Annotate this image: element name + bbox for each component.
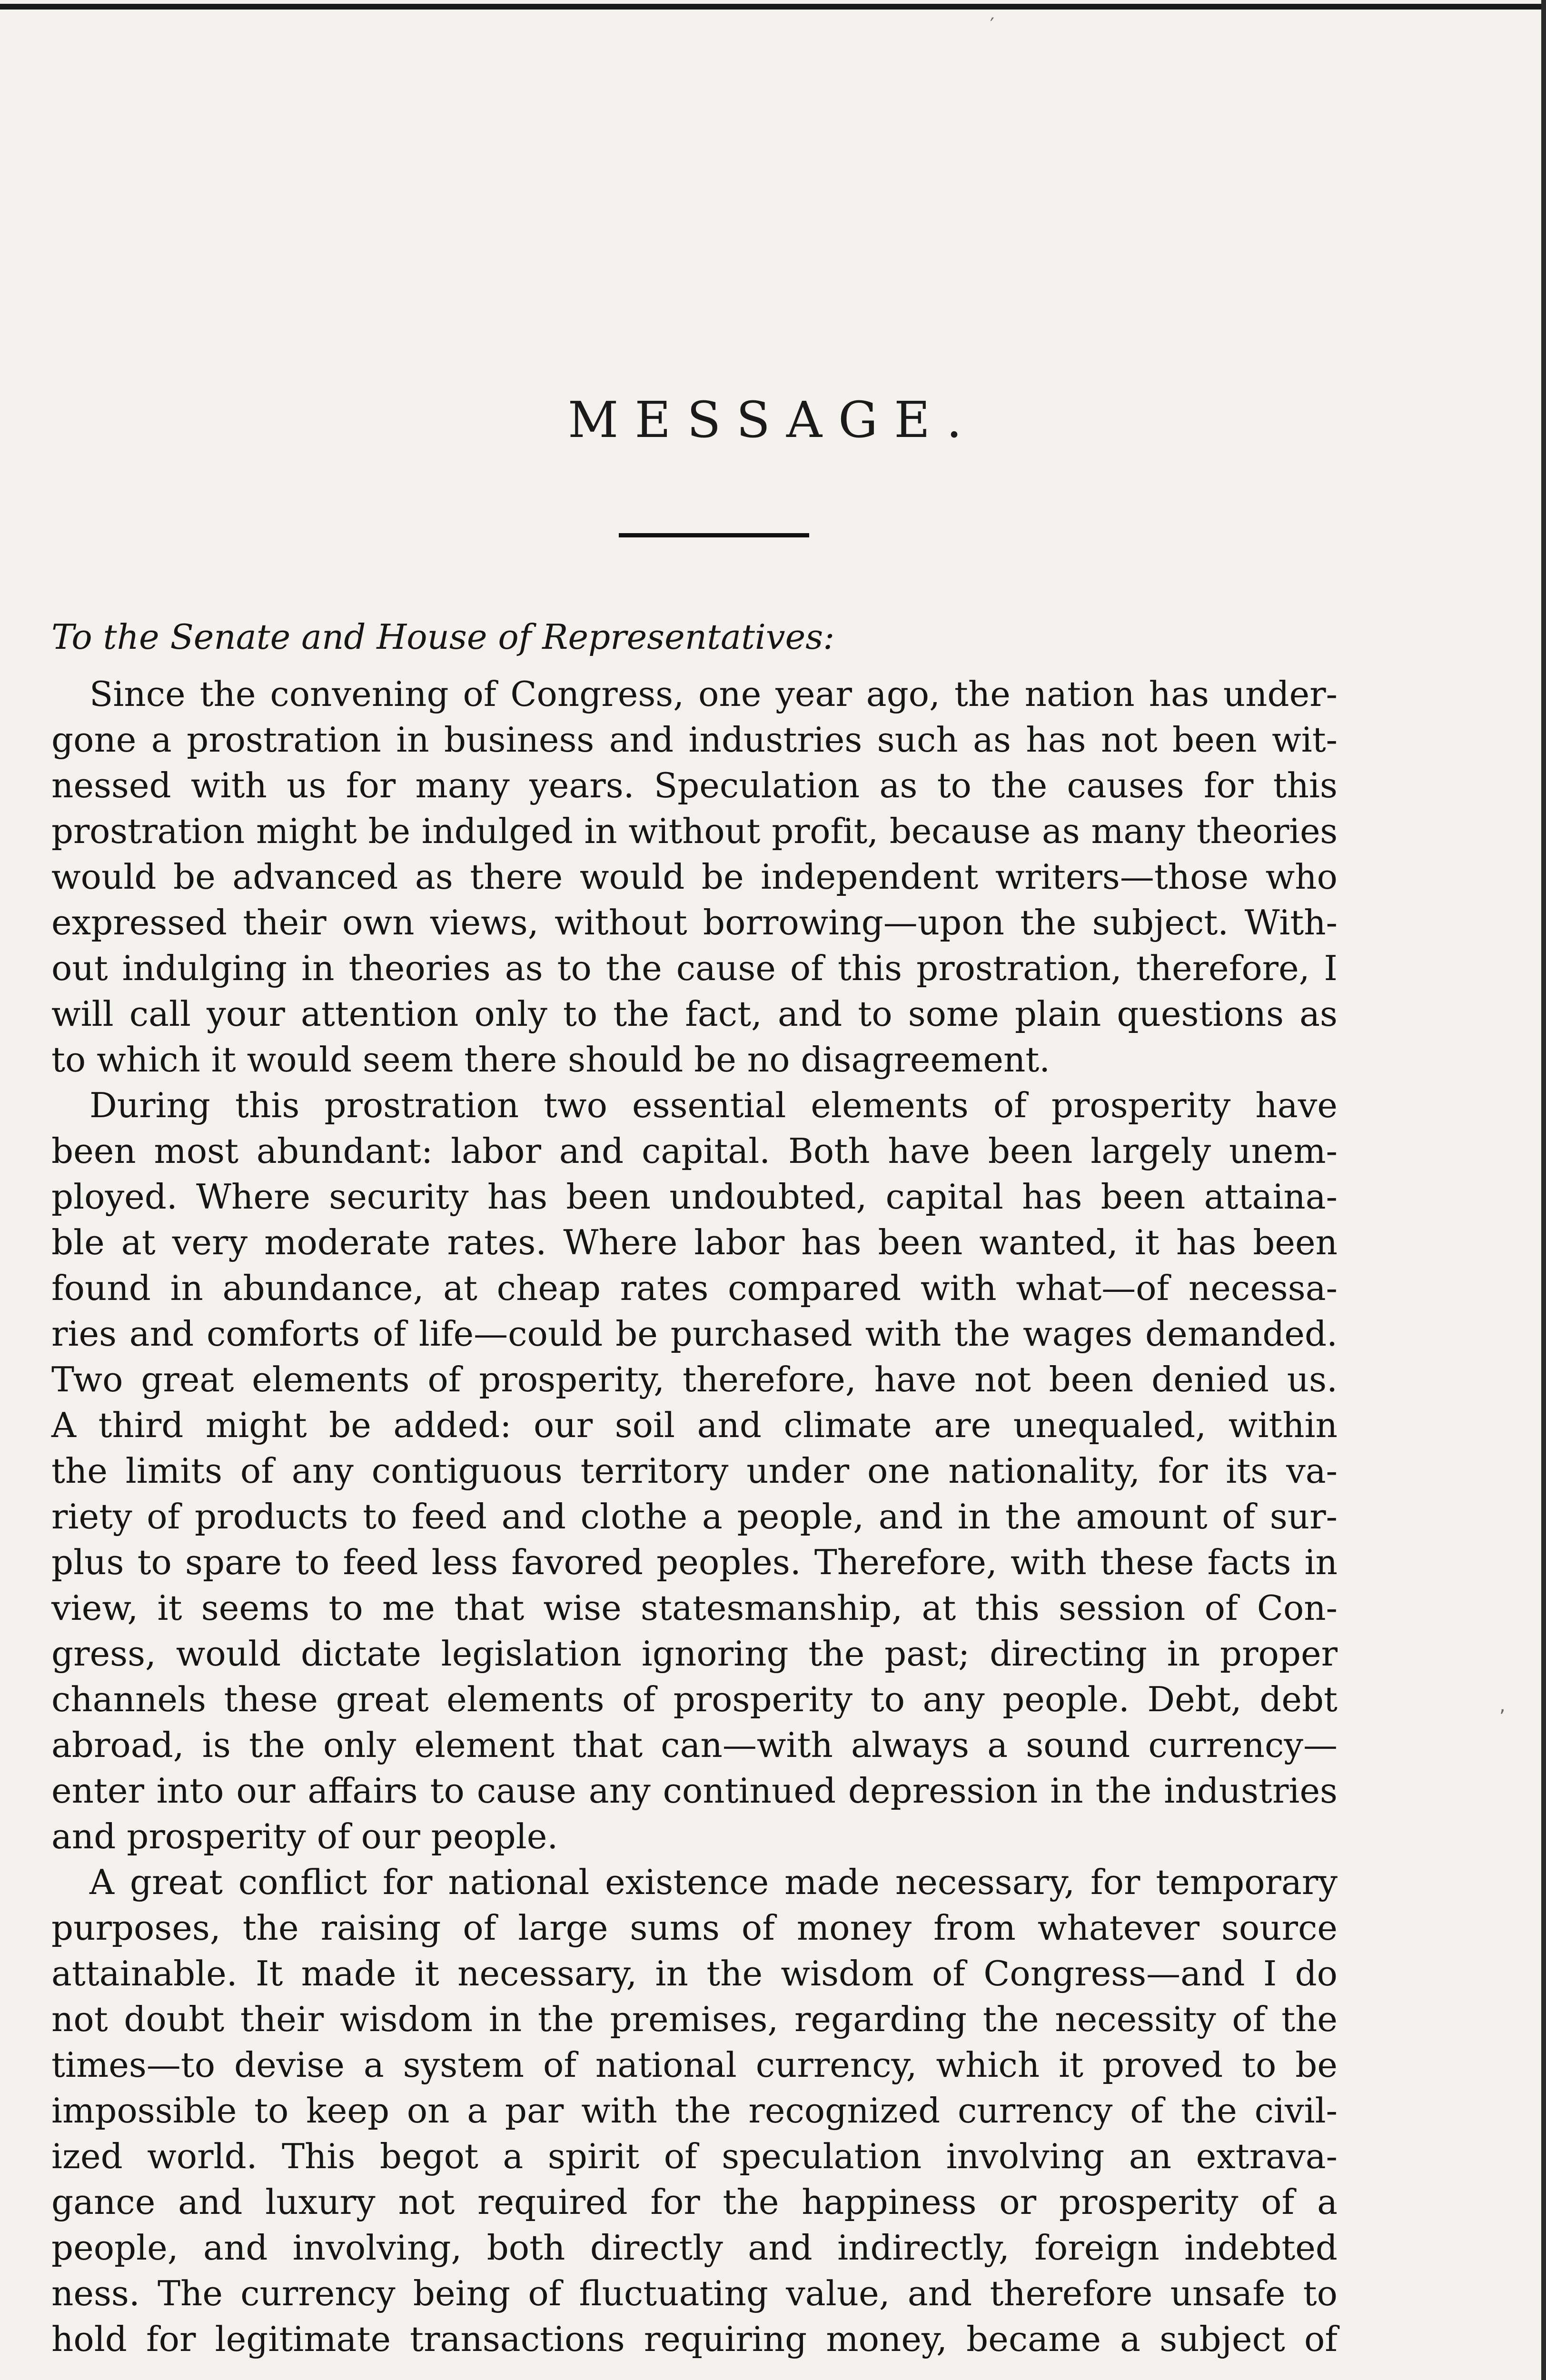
text-line: and prosperity of our people.	[51, 1816, 558, 1856]
text-line: not doubt their wisdom in the premises, regarding the necessity of the	[51, 1999, 1338, 2039]
text-line: hold for legitimate transactions requiring money, became a subject of	[51, 2319, 1338, 2359]
text-line: riety of products to feed and clothe a people, and in the amount of sur-	[51, 1497, 1338, 1537]
right-border-rule	[1541, 0, 1546, 2380]
text-line: view, it seems to me that wise statesmanship, at this session of Con-	[51, 1588, 1338, 1628]
text-line: Two great elements of prosperity, therefore, have not been denied us.	[51, 1359, 1338, 1399]
text-line: abroad, is the only element that can—with always a sound currency—	[51, 1725, 1338, 1765]
text-line: During this prostration two essential elements of prosperity have	[89, 1085, 1338, 1125]
text-line: A great conflict for national existence made necessary, for temporary	[89, 1862, 1338, 1902]
scan-speck: ′	[990, 14, 995, 36]
text-line: gress, would dictate legislation ignoring the past; directing in proper	[51, 1634, 1338, 1674]
text-line: expressed their own views, without borrowing—upon the subject. With-	[51, 902, 1338, 942]
text-line: attainable. It made it necessary, in the wisdom of Congress—and I do	[51, 1954, 1338, 1993]
text-line: ries and comforts of life—could be purchased with the wages demanded.	[51, 1314, 1338, 1354]
message-body	[51, 671, 1338, 2362]
text-line: gance and luxury not required for the happiness or prosperity of a	[51, 2182, 1338, 2222]
title-divider	[619, 533, 809, 537]
text-line: prostration might be indulged in without profit, because as many theories	[51, 811, 1338, 851]
text-line: would be advanced as there would be independent writers—those who	[51, 857, 1338, 897]
text-line: impossible to keep on a par with the recognized currency of the civil-	[51, 2091, 1338, 2131]
page-title: MESSAGE.	[567, 391, 979, 449]
text-line: plus to spare to feed less favored peoples. Therefore, with these facts in	[51, 1542, 1338, 1582]
text-line: A third might be added: our soil and climate are unequaled, within	[51, 1405, 1338, 1445]
salutation: To the Senate and House of Representatives:	[51, 617, 835, 657]
text-line: purposes, the raising of large sums of money from whatever source	[51, 1908, 1338, 1948]
scan-speck: ,	[1499, 1695, 1506, 1716]
top-border-rule	[0, 4, 1546, 10]
text-line: gone a prostration in business and industries such as has not been wit-	[51, 720, 1338, 760]
text-line: ble at very moderate rates. Where labor has been wanted, it has been	[51, 1222, 1338, 1262]
text-line: been most abundant: labor and capital. Both have been largely unem-	[51, 1131, 1338, 1171]
text-line: ness. The currency being of fluctuating value, and therefore unsafe to	[51, 2273, 1338, 2313]
text-line: out indulging in theories as to the cause of this prostration, therefore, I	[51, 948, 1338, 988]
text-line: found in abundance, at cheap rates compared with what—of necessa-	[51, 1268, 1338, 1308]
text-line: nessed with us for many years. Speculation as to the causes for this	[51, 765, 1338, 805]
text-line: will call your attention only to the fact, and to some plain questions as	[51, 994, 1338, 1034]
text-line: ployed. Where security has been undoubted, capital has been attaina-	[51, 1177, 1338, 1217]
text-line: channels these great elements of prosperity to any people. Debt, debt	[51, 1679, 1338, 1719]
text-line: the limits of any contiguous territory under one nationality, for its va-	[51, 1451, 1338, 1491]
text-line: enter into our affairs to cause any continued depression in the industries	[51, 1771, 1338, 1811]
text-line: people, and involving, both directly and indirectly, foreign indebted	[51, 2228, 1338, 2268]
text-line: ized world. This begot a spirit of speculation involving an extrava-	[51, 2136, 1338, 2176]
text-line: times—to devise a system of national currency, which it proved to be	[51, 2045, 1338, 2085]
text-line: Since the convening of Congress, one year ago, the nation has under-	[89, 674, 1338, 714]
text-line: to which it would seem there should be no disagreement.	[51, 1040, 1050, 1080]
